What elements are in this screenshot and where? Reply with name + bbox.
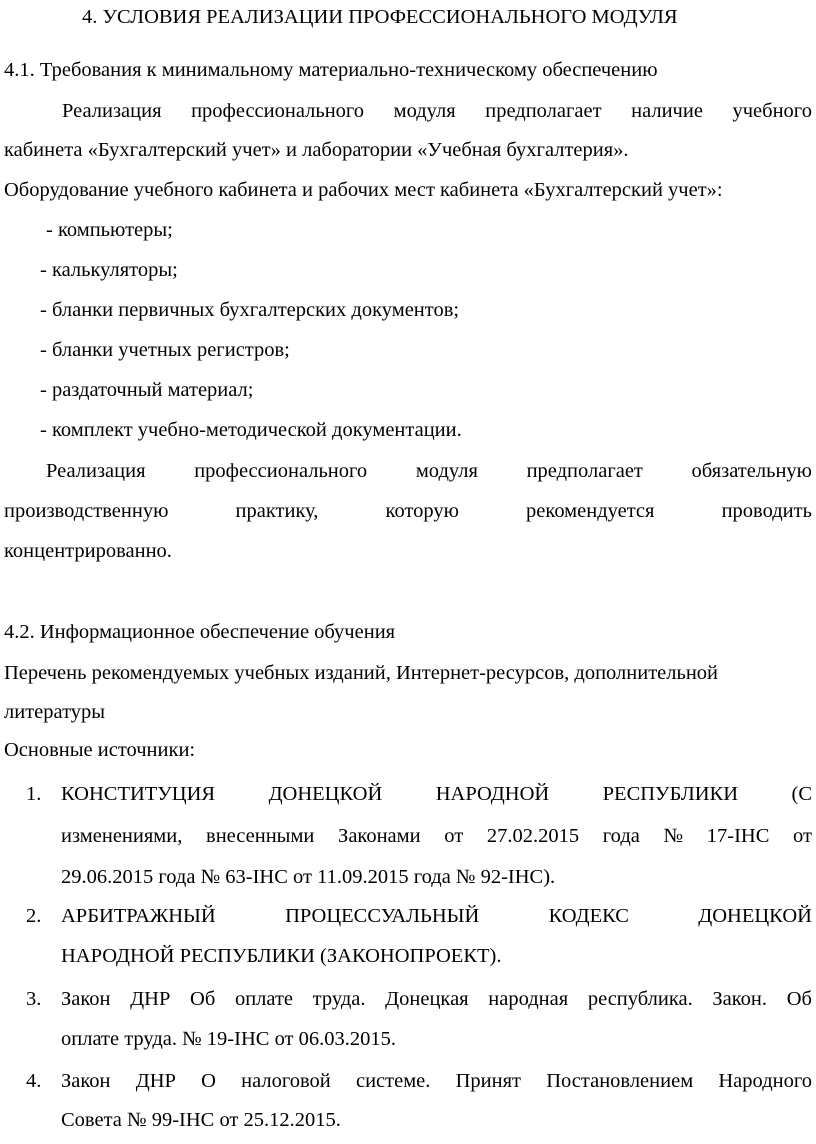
source-4-line-2: Совета № 99-IНС от 25.12.2015. [61,1109,341,1131]
word: ДОНЕЦКОЙ [268,783,383,805]
word: ПРОЦЕССУАЛЬНЫЙ [285,905,480,927]
word: оплате [234,988,294,1010]
section-title: 4. УСЛОВИЯ РЕАЛИЗАЦИИ ПРОФЕССИОНАЛЬНОГО МОДУЛЯ [82,6,678,28]
word: внесенными [206,825,315,847]
source-1-line-3: 29.06.2015 года № 63-IНС от 11.09.2015 года № 92-IНС). [61,866,556,888]
word: Принят [455,1070,522,1092]
source-number: 3. [26,988,42,1010]
word: ДОНЕЦКОЙ [698,905,812,927]
paragraph-2-line-1 [46,458,812,484]
source-1-line-1 [61,781,812,807]
word: практику, [235,500,319,522]
equipment-intro: Оборудование учебного кабинета и рабочих мест кабинета «Бухгалтерский учет»: [4,179,723,201]
word: от [793,825,812,847]
source-2-line-2: НАРОДНОЙ РЕСПУБЛИКИ (ЗАКОНОПРОЕКТ). [61,945,502,967]
word: профессионального [191,100,365,122]
word: Закон [61,988,111,1010]
word: проводить [721,500,812,522]
equipment-item: - бланки первичных бухгалтерских документов; [40,299,460,321]
paragraph-1-line-1 [62,98,812,124]
word: профессионального [194,460,368,482]
list-intro-line-2: литературы [4,701,106,723]
word: Реализация [62,100,162,122]
sources-label: Основные источники: [4,739,196,761]
word: ДНР [135,1070,176,1092]
word: Народного [718,1070,812,1092]
word: республика. [587,988,693,1010]
source-3-line-1 [61,986,812,1012]
word: Закон. [712,988,768,1010]
word: рекомендуется [526,500,655,522]
word: изменениями, [61,825,183,847]
word: КОДЕКС [548,905,629,927]
word: налоговой [241,1070,331,1092]
word: наличие [631,100,703,122]
word: О [201,1070,216,1092]
word: предполагает [485,100,602,122]
source-1-line-2 [61,823,812,849]
word: Законами [338,825,421,847]
word: ДНР [130,988,171,1010]
equipment-item: - раздаточный материал; [40,379,254,401]
word: года [602,825,640,847]
source-2-line-1 [61,903,812,929]
word: обязательную [691,460,812,482]
source-number: 2. [26,905,42,927]
word: модуля [393,100,456,122]
word: КОНСТИТУЦИЯ [61,783,216,805]
word: АРБИТРАЖНЫЙ [61,905,216,927]
source-3-line-2: оплате труда. № 19-IНС от 06.03.2015. [61,1028,397,1050]
word: Реализация [46,460,146,482]
equipment-item: - комплект учебно-методической документации. [40,419,462,441]
word: производственную [4,500,169,522]
word: Об [190,988,216,1010]
word: РЕСПУБЛИКИ [602,783,739,805]
word: НАРОДНОЙ [435,783,550,805]
equipment-item: - бланки учетных регистров; [40,339,290,361]
word: модуля [415,460,478,482]
word: учебного [732,100,812,122]
word: № [663,825,684,847]
word: которую [385,500,459,522]
word: Об [786,988,812,1010]
word: 17-IНС [706,825,770,847]
subsection-4-1-heading: 4.1. Требования к минимальному материально-техническому обеспечению [4,59,658,81]
word: от [444,825,464,847]
equipment-item: - калькуляторы; [40,259,178,281]
paragraph-2-line-3: концентрированно. [4,540,172,562]
word: предполагает [526,460,643,482]
word: труда. [312,988,366,1010]
word: Постановлением [546,1070,694,1092]
equipment-item: - компьютеры; [46,219,173,241]
word: системе. [355,1070,431,1092]
word: 27.02.2015 [486,825,580,847]
word: Донецкая [385,988,469,1010]
source-number: 1. [26,783,42,805]
word: народная [488,988,569,1010]
word: Закон [61,1070,111,1092]
list-intro-line-1: Перечень рекомендуемых учебных изданий, Интернет-ресурсов, дополнительной [4,662,719,684]
source-number: 4. [26,1070,42,1092]
word: (С [791,783,812,805]
paragraph-1-line-2: кабинета «Бухгалтерский учет» и лаборатории «Учебная бухгалтерия». [4,139,629,161]
paragraph-2-line-2 [4,498,812,524]
subsection-4-2-heading: 4.2. Информационное обеспечение обучения [4,621,396,643]
source-4-line-1 [61,1068,812,1094]
